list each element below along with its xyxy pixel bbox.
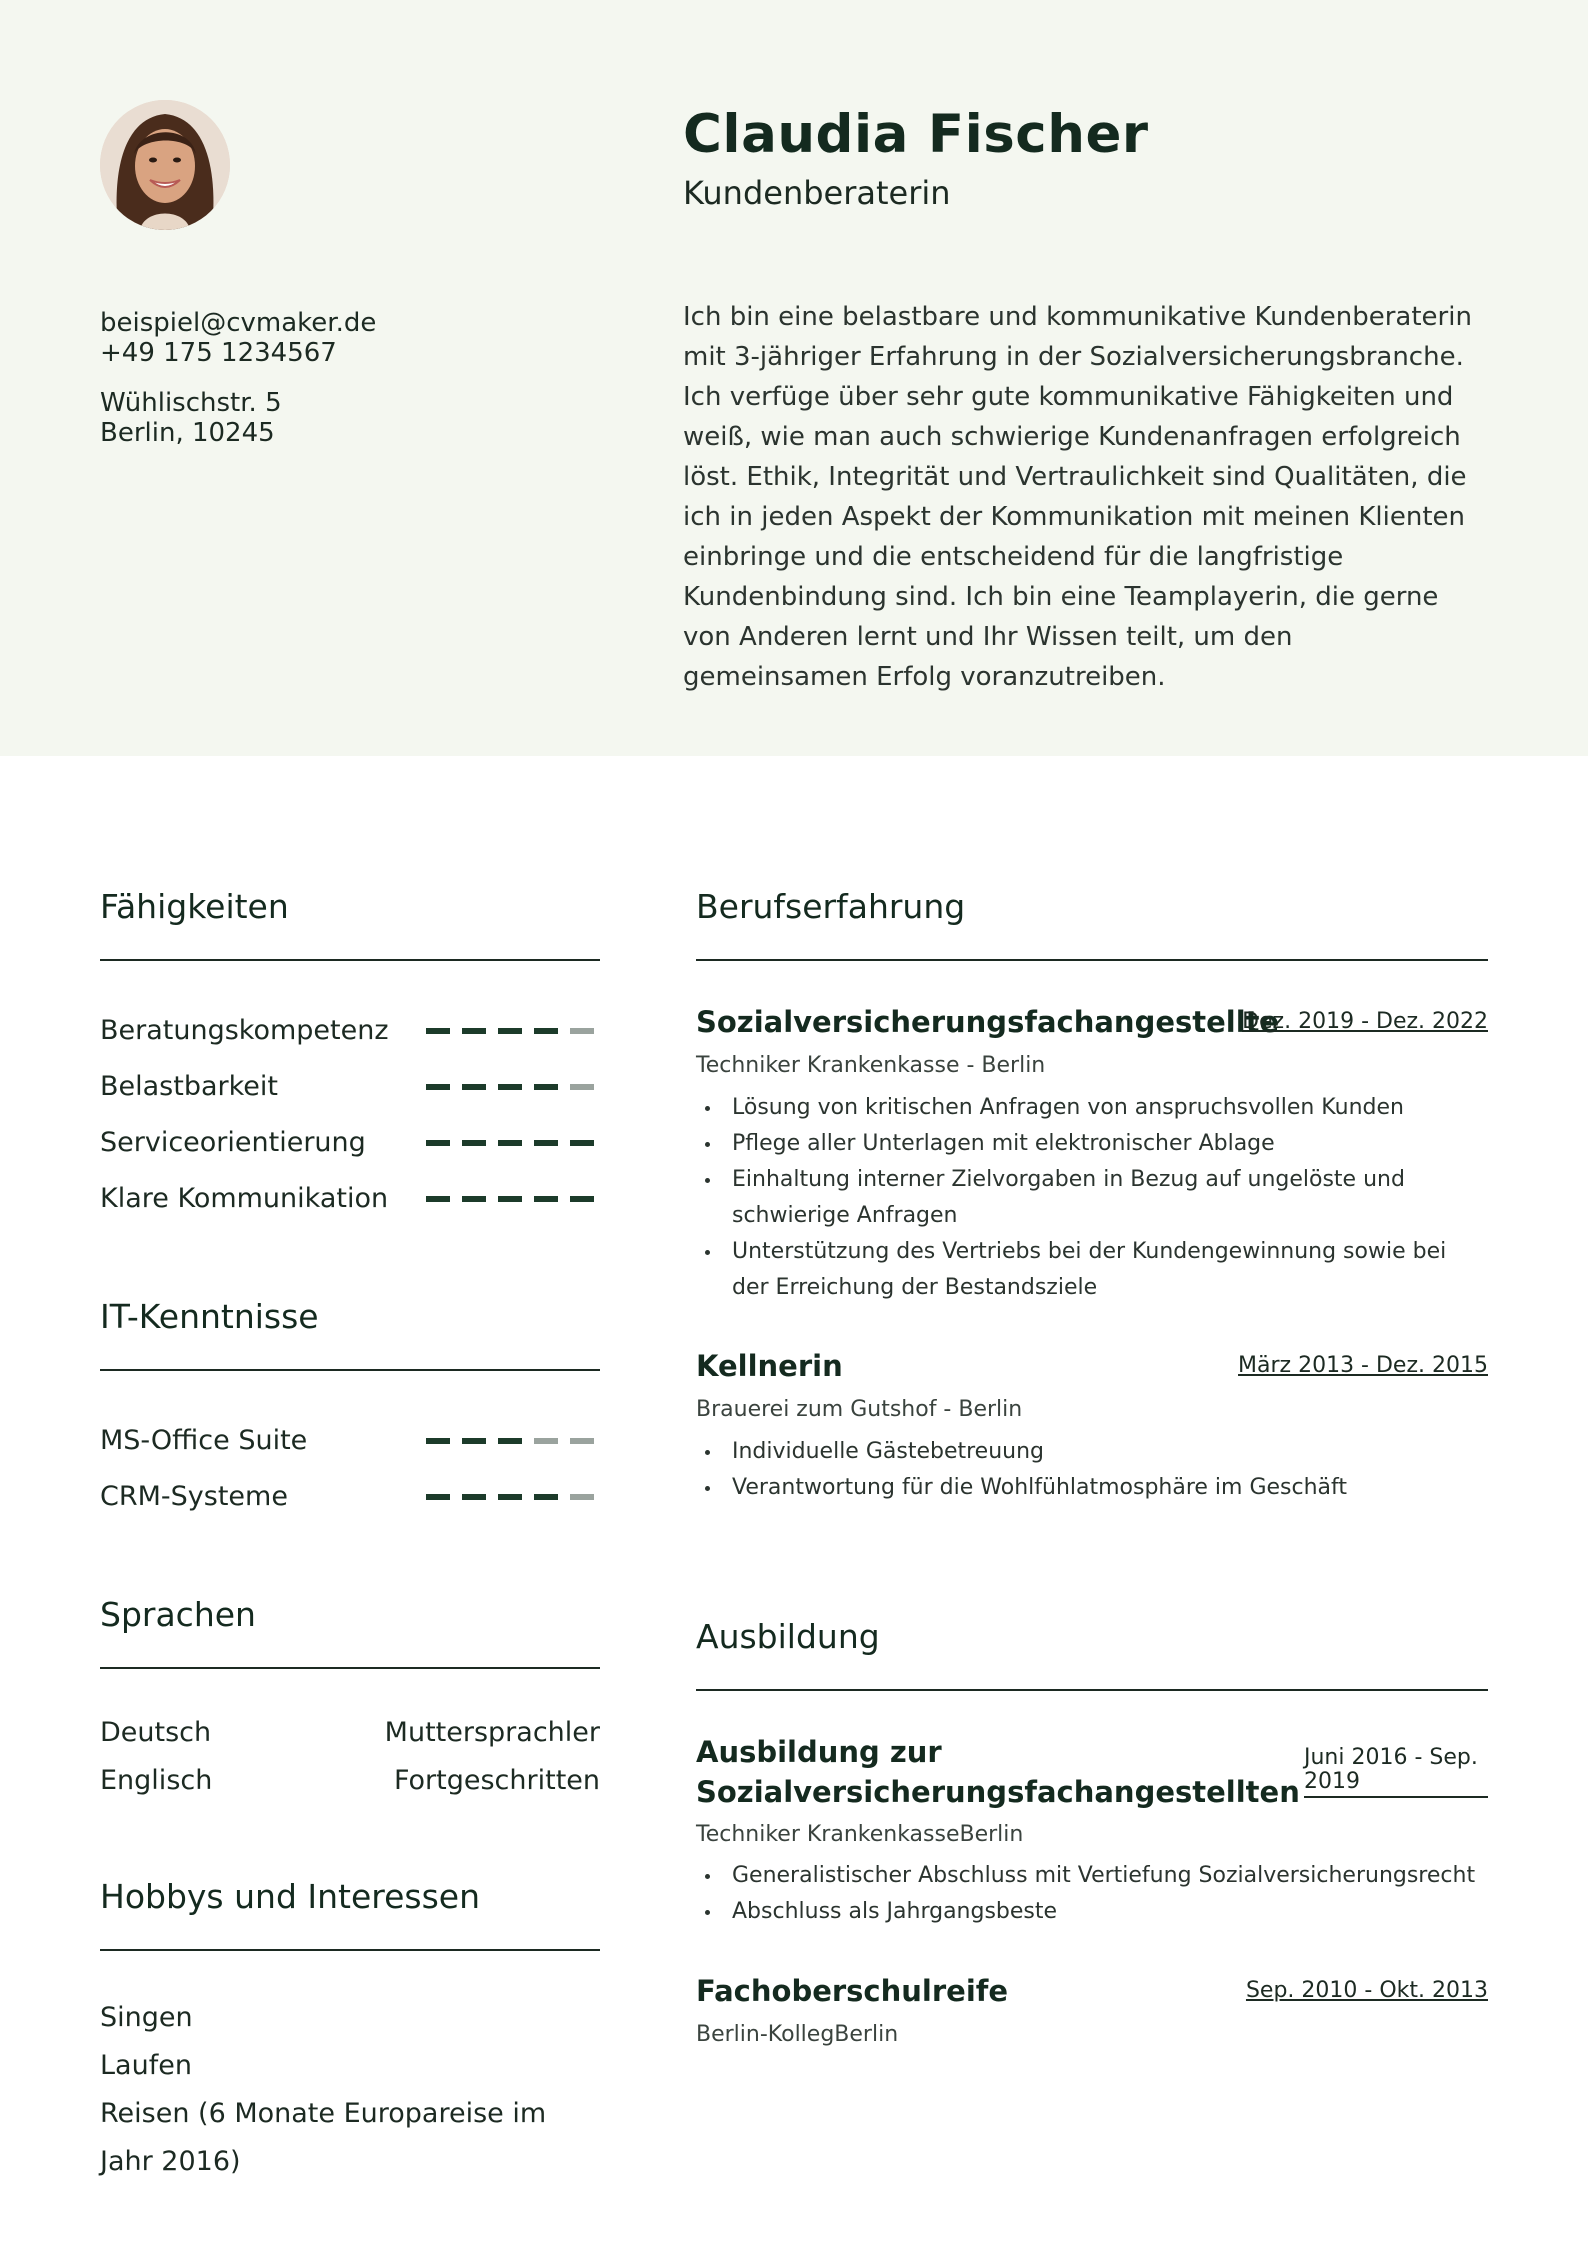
language-level: Fortgeschritten — [393, 1765, 600, 1796]
email: beispiel@cvmaker.de — [100, 308, 377, 338]
level-bar-filled — [498, 1494, 522, 1500]
level-bar-filled — [462, 1438, 486, 1444]
level-bar-filled — [498, 1196, 522, 1202]
language-level: Muttersprachler — [384, 1717, 600, 1748]
avatar-photo — [100, 100, 230, 230]
education-date — [1304, 1746, 1488, 1798]
level-bar-filled — [570, 1140, 594, 1146]
level-bar-filled — [426, 1028, 450, 1034]
level-bar-filled — [534, 1196, 558, 1202]
job-title: Kellnerin — [696, 1349, 843, 1383]
level-bar-filled — [426, 1438, 450, 1444]
section-title-hobbies: Hobbys und Interessen — [100, 1877, 481, 1916]
level-bar-filled — [534, 1084, 558, 1090]
section-title-education: Ausbildung — [696, 1617, 880, 1656]
skill-label: MS-Office Suite — [100, 1425, 308, 1456]
divider — [696, 1689, 1488, 1691]
education-title-line: Sozialversicherungsfachangestellten — [696, 1775, 1300, 1809]
level-bar-filled — [462, 1494, 486, 1500]
skill-label: Beratungskompetenz — [100, 1015, 389, 1046]
education-title-line: Ausbildung zur — [696, 1735, 942, 1769]
level-bar-filled — [426, 1494, 450, 1500]
bullet-item: Unterstützung des Vertriebs bei der Kundengewinnung sowie bei der Erreichung der Bestandsziele — [696, 1234, 1488, 1306]
skill-row — [100, 1071, 600, 1111]
header-band — [0, 0, 1588, 756]
skill-row — [100, 1127, 600, 1167]
contact-info — [100, 308, 376, 448]
level-bar-filled — [498, 1438, 522, 1444]
city: Berlin, 10245 — [100, 418, 275, 448]
section-title-languages: Sprachen — [100, 1595, 256, 1634]
profile-summary: Ich bin eine belastbare und kommunikative Kundenberaterin mit 3-jähriger Erfahrung in der Sozialversicherungsbranche. Ich verfüge über sehr gute kommunikative Fähigkeiten und weiß, wie man auch schwierige Kundenanfragen erfolgreich löst. Ethik, Integrität und Vertraulichkeit sind Qualitäten, die ich in jeden Aspekt der Kommunikation mit meinen Klienten einbringe und die entscheidend für die langfristige Kundenbindung sind. Ich bin eine Teamplayerin, die gerne von Anderen lernt und Ihr Wissen teilt, um den gemeinsamen Erfolg voranzutreiben. — [683, 302, 1472, 692]
level-bar-filled — [570, 1196, 594, 1202]
level-bar-filled — [498, 1140, 522, 1146]
divider — [100, 1667, 600, 1669]
section-title-skills: Fähigkeiten — [100, 887, 289, 926]
phone: +49 175 1234567 — [100, 338, 337, 368]
level-bar-filled — [534, 1028, 558, 1034]
level-bar-empty — [534, 1438, 558, 1444]
education-date-line: 2019 — [1304, 1769, 1360, 1794]
level-bar-empty — [570, 1028, 594, 1034]
job-bullets — [696, 1090, 1488, 1306]
hobby-item: Reisen (6 Monate Europareise im Jahr 2016) — [100, 2098, 547, 2177]
language-name: Deutsch — [100, 1717, 212, 1748]
job-date: März 2013 - Dez. 2015 — [1238, 1353, 1488, 1378]
bullet-item: Individuelle Gästebetreuung — [696, 1434, 1488, 1470]
skill-row — [100, 1183, 600, 1223]
hobby-list — [100, 1994, 600, 2186]
section-title-experience: Berufserfahrung — [696, 887, 966, 926]
skill-row — [100, 1481, 600, 1521]
level-bar-filled — [498, 1028, 522, 1034]
skill-label: Serviceorientierung — [100, 1127, 366, 1158]
street: Wühlischstr. 5 — [100, 388, 282, 418]
level-bar-filled — [462, 1196, 486, 1202]
hobby-item: Singen — [100, 2002, 193, 2033]
hobby-item: Laufen — [100, 2050, 192, 2081]
job-date: Dez. 2019 - Dez. 2022 — [1242, 1009, 1488, 1034]
skill-label: CRM-Systeme — [100, 1481, 288, 1512]
bullet-item: Verantwortung für die Wohlfühlatmosphäre im Geschäft — [696, 1470, 1488, 1506]
job-bullets — [696, 1434, 1488, 1506]
level-bar-filled — [534, 1140, 558, 1146]
divider — [100, 1949, 600, 1951]
bullet-item: Generalistischer Abschluss mit Vertiefung Sozialversicherungsrecht — [696, 1858, 1488, 1894]
bullet-item: Abschluss als Jahrgangsbeste — [696, 1894, 1488, 1930]
divider — [696, 959, 1488, 961]
language-name: Englisch — [100, 1765, 213, 1796]
level-bar-empty — [570, 1494, 594, 1500]
skill-label: Belastbarkeit — [100, 1071, 278, 1102]
bullet-item: Lösung von kritischen Anfragen von anspruchsvollen Kunden — [696, 1090, 1488, 1126]
education-bullets — [696, 1858, 1488, 1930]
level-bar-filled — [462, 1140, 486, 1146]
bullet-item: Einhaltung interner Zielvorgaben in Bezug auf ungelöste und schwierige Anfragen — [696, 1162, 1488, 1234]
candidate-role: Kundenberaterin — [683, 174, 951, 212]
level-bar-empty — [570, 1084, 594, 1090]
job-company: Techniker Krankenkasse - Berlin — [696, 1053, 1046, 1078]
level-bar-filled — [462, 1028, 486, 1034]
level-bar-empty — [570, 1438, 594, 1444]
education-date: Sep. 2010 - Okt. 2013 — [1245, 1978, 1488, 2003]
education-school: Techniker KrankenkasseBerlin — [696, 1822, 1024, 1847]
level-bar-filled — [534, 1494, 558, 1500]
skill-row — [100, 1425, 600, 1465]
section-title-it: IT-Kenntnisse — [100, 1297, 319, 1336]
level-bar-filled — [426, 1196, 450, 1202]
divider — [100, 959, 600, 961]
level-bar-filled — [426, 1084, 450, 1090]
education-title — [696, 1732, 1300, 1812]
level-bar-filled — [462, 1084, 486, 1090]
education-title: Fachoberschulreife — [696, 1974, 1009, 2008]
avatar — [100, 100, 230, 230]
candidate-name: Claudia Fischer — [683, 104, 1149, 165]
bullet-item: Pflege aller Unterlagen mit elektronischer Ablage — [696, 1126, 1488, 1162]
divider — [100, 1369, 600, 1371]
skill-row — [100, 1015, 600, 1055]
job-company: Brauerei zum Gutshof - Berlin — [696, 1397, 1023, 1422]
level-bar-filled — [426, 1140, 450, 1146]
level-bar-filled — [498, 1084, 522, 1090]
education-date-line: Juni 2016 - Sep. — [1304, 1745, 1478, 1770]
education-school: Berlin-KollegBerlin — [696, 2022, 899, 2047]
skill-label: Klare Kommunikation — [100, 1183, 389, 1214]
job-title: Sozialversicherungsfachangestellte — [696, 1005, 1280, 1039]
